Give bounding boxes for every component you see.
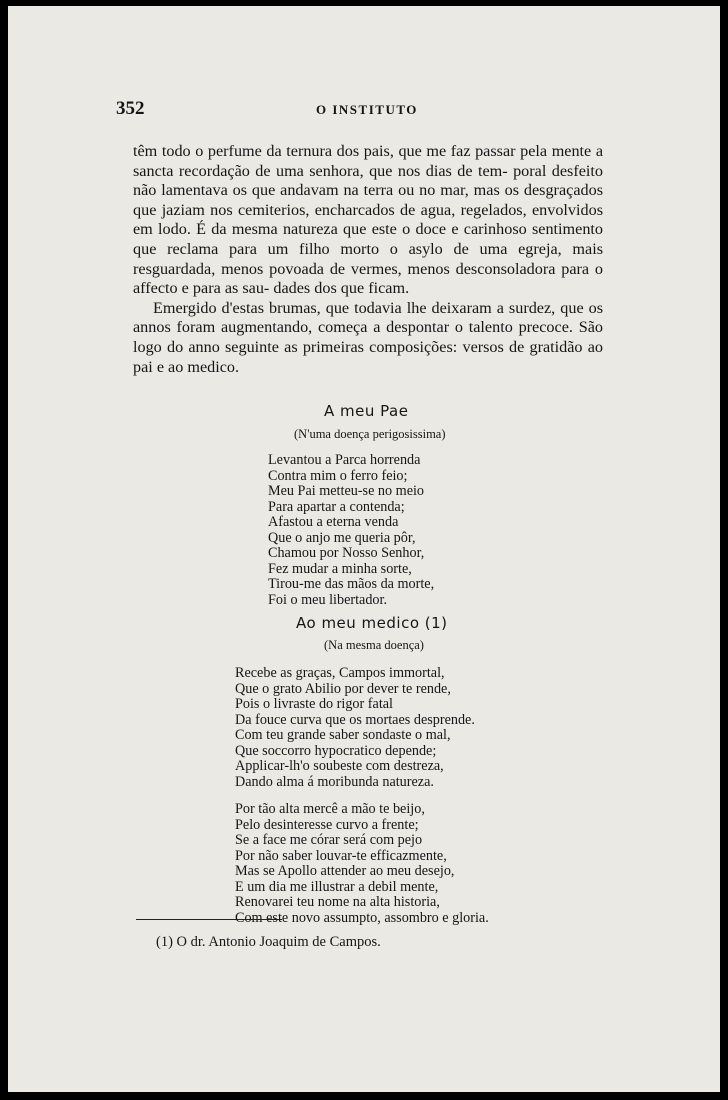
text-line: versos de gratidão ao pai e ao medico. xyxy=(133,337,604,376)
verse-line: Que o grato Abilio por dever te rende, xyxy=(235,680,451,697)
body-text xyxy=(133,142,603,377)
text-line: mas os desgraçados que jaziam nos cemiterios, encharcados de xyxy=(133,181,603,219)
verse-line: Pelo desinteresse curvo a frente; xyxy=(235,816,419,833)
verse-line: Que o anjo me queria pôr, xyxy=(268,529,416,546)
verse-line: Por não saber louvar-te efficazmente, xyxy=(235,847,447,864)
verse-line: Chamou por Nosso Senhor, xyxy=(268,545,425,561)
verse-line: Que soccorro hypocratico depende; xyxy=(235,742,437,759)
running-title: O INSTITUTO xyxy=(316,102,418,117)
text-line: agua, regelados, envolvidos em lodo. É da mesma natureza que xyxy=(133,200,604,239)
verse-line: Pois o livraste do rigor fatal xyxy=(235,696,394,712)
text-line: que os annos foram augmentando, começa a despontar o talento xyxy=(133,298,604,337)
footnote-rule xyxy=(136,919,282,920)
verse-line: Renovarei teu nome na alta historia, xyxy=(235,894,440,910)
poem-2-verses xyxy=(235,666,489,938)
text-line: morto o asylo de uma egreja, mais resguardada, menos povoada xyxy=(133,239,604,278)
verse-line: Afastou a eterna venda xyxy=(268,514,399,530)
verse-line: Contra mim o ferro feio; xyxy=(268,467,408,484)
page-header xyxy=(116,98,616,122)
text-line: Emergido d'estas brumas, que todavia lhe deixaram a surdez, xyxy=(153,298,556,317)
text-line: poral desfeito não lamentava os que andavam na terra ou no mar, xyxy=(133,161,603,200)
text-line: têm todo o perfume da ternura dos pais, que me faz passar pela xyxy=(133,142,548,160)
poem-2-stanza-2 xyxy=(235,802,489,926)
paragraph-2 xyxy=(133,299,603,377)
text-line: de vermes, menos desconsoladora para o affecto e para as sau- xyxy=(133,259,604,298)
verse-line: Levantou a Parca horrenda xyxy=(268,452,421,468)
verse-line: Se a face me córar será com pejo xyxy=(235,832,423,848)
text-line: mente a sancta recordação de uma senhora, que nos dias de tem- xyxy=(133,142,604,180)
text-line: precoce. São logo do anno seguinte as primeiras composições: xyxy=(133,318,603,356)
verse-line: E um dia me illustrar a debil mente, xyxy=(235,878,439,895)
verse-line: Recebe as graças, Campos immortal, xyxy=(235,665,445,681)
footnote: (1) O dr. Antonio Joaquim de Campos. xyxy=(156,934,381,950)
verse-line: Tirou-me das mãos da morte, xyxy=(268,576,435,592)
page-number: 352 xyxy=(116,98,145,119)
poem-1-subtitle: (N'uma doença perigosissima) xyxy=(294,427,446,441)
verse-line: Foi o meu libertador. xyxy=(268,591,387,608)
poem-2-subtitle: (Na mesma doença) xyxy=(324,638,424,652)
verse-line: Da fouce curva que os mortaes desprende. xyxy=(235,711,475,728)
verse-line: Applicar-lh'o soubeste com destreza, xyxy=(235,758,444,774)
paragraph-1 xyxy=(133,142,603,299)
verse-line: Meu Pai metteu-se no meio xyxy=(268,483,425,499)
verse-line: Com este novo assumpto, assombro e gloria. xyxy=(235,909,489,926)
poem-2-title: Ao meu medico (1) xyxy=(296,614,448,632)
poem-1-verses xyxy=(268,453,434,608)
poem-2-stanza-1 xyxy=(235,666,489,790)
text-line: este o doce e carinhoso sentimento que reclama para um filho xyxy=(133,220,604,258)
verse-line: Mas se Apollo attender ao meu desejo, xyxy=(235,863,455,879)
verse-line: Para apartar a contenda; xyxy=(268,498,405,515)
verse-line: Por tão alta mercê a mão te beijo, xyxy=(235,801,425,817)
verse-line: Com teu grande saber sondaste o mal, xyxy=(235,727,451,743)
book-page xyxy=(8,6,720,1092)
text-line: dades dos que ficam. xyxy=(273,279,410,298)
poem-1-title: A meu Pae xyxy=(324,402,409,420)
verse-line: Fez mudar a minha sorte, xyxy=(268,560,412,577)
verse-line: Dando alma á moribunda natureza. xyxy=(235,773,434,790)
